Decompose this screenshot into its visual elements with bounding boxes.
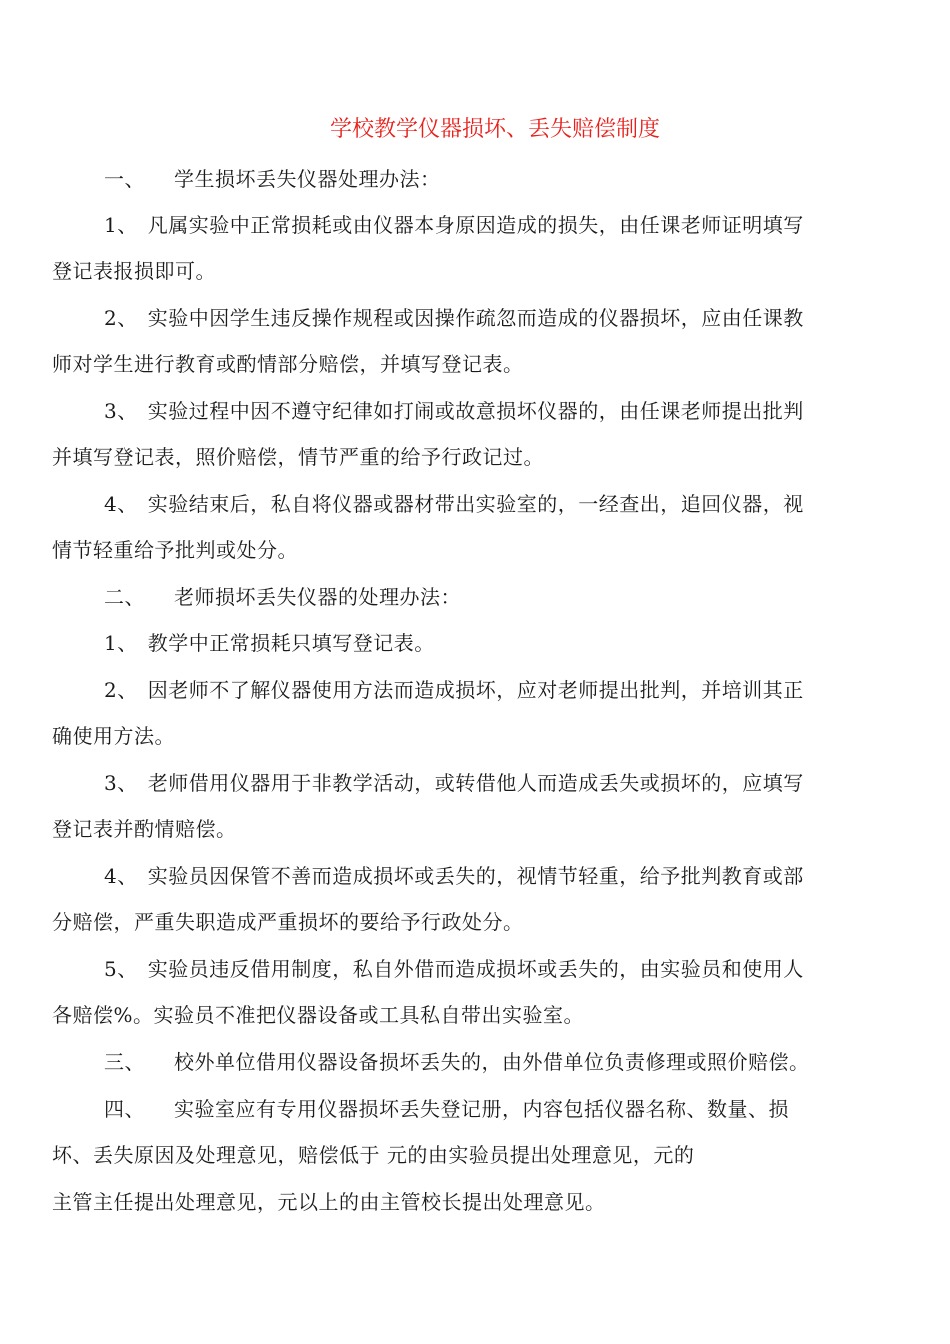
paragraph-line [104, 768, 804, 798]
paragraph-text: 教学中正常损耗只填写登记表。 [147, 631, 435, 655]
paragraph-line [104, 628, 435, 658]
item-number: 1、 [104, 213, 138, 237]
item-number: 2、 [104, 306, 138, 330]
section-number: 三、 [104, 1050, 145, 1074]
paragraph-text: 实验员违反借用制度，私自外借而造成损坏或丢失的，由实验员和使用人 [147, 957, 804, 981]
item-number: 1、 [104, 631, 138, 655]
paragraph-line: 登记表并酌情赔偿。 [52, 817, 237, 841]
paragraph-line: 各赔偿%。实验员不准把仪器设备或工具私自带出实验室。 [52, 1003, 585, 1027]
paragraph-text: 实验过程中因不遵守纪律如打闹或故意损坏仪器的，由任课老师提出批判 [147, 399, 804, 423]
paragraph-line [104, 303, 804, 333]
paragraph-line: 登记表报损即可。 [52, 259, 216, 283]
paragraph-line: 情节轻重给予批判或处分。 [52, 538, 298, 562]
item-number: 3、 [104, 771, 138, 795]
item-number: 3、 [104, 399, 138, 423]
paragraph-text: 老师借用仪器用于非教学活动，或转借他人而造成丢失或损坏的，应填写 [147, 771, 804, 795]
paragraph-line: 主管主任提出处理意见，元以上的由主管校长提出处理意见。 [52, 1190, 606, 1214]
paragraph-text: 因老师不了解仪器使用方法而造成损坏，应对老师提出批判，并培训其正 [147, 678, 804, 702]
section-title: 学生损坏丢失仪器处理办法： [174, 167, 441, 191]
paragraph-text: 实验结束后，私自将仪器或器材带出实验室的，一经查出，追回仪器，视 [147, 492, 804, 516]
paragraph-text: 实验室应有专用仪器损坏丢失登记册，内容包括仪器名称、数量、损 [174, 1097, 789, 1121]
document-title: 学校教学仪器损坏、丢失赔偿制度 [329, 117, 660, 142]
section-number: 一、 [104, 167, 145, 191]
paragraph-line: 确使用方法。 [52, 724, 175, 748]
paragraph-line [104, 210, 804, 240]
paragraph-line: 分赔偿，严重失职造成严重损坏的要给予行政处分。 [52, 910, 524, 934]
section-number: 四、 [104, 1097, 145, 1121]
section-1-heading [104, 164, 441, 194]
paragraph-line: 并填写登记表，照价赔偿，情节严重的给予行政记过。 [52, 445, 544, 469]
paragraph-line [104, 675, 804, 705]
section-title: 老师损坏丢失仪器的处理办法： [174, 585, 461, 609]
item-number: 4、 [104, 864, 138, 888]
section-2-heading [104, 582, 461, 612]
paragraph-text: 实验员因保管不善而造成损坏或丢失的，视情节轻重，给予批判教育或部 [147, 864, 804, 888]
section-3-paragraph [104, 1047, 810, 1077]
item-number: 5、 [104, 957, 138, 981]
item-number: 4、 [104, 492, 138, 516]
paragraph-text: 校外单位借用仪器设备损坏丢失的，由外借单位负责修理或照价赔偿。 [174, 1050, 810, 1074]
section-number: 二、 [104, 585, 145, 609]
paragraph-line [104, 489, 804, 519]
section-4-paragraph [104, 1094, 789, 1124]
item-number: 2、 [104, 678, 138, 702]
paragraph-line [104, 396, 804, 426]
paragraph-line [104, 861, 804, 891]
paragraph-line: 坏、丢失原因及处理意见，赔偿低于 元的由实验员提出处理意见，元的 [52, 1143, 695, 1167]
paragraph-line: 师对学生进行教育或酌情部分赔偿，并填写登记表。 [52, 352, 524, 376]
paragraph-text: 凡属实验中正常损耗或由仪器本身原因造成的损失，由任课老师证明填写 [147, 213, 804, 237]
paragraph-line [104, 954, 804, 984]
paragraph-text: 实验中因学生违反操作规程或因操作疏忽而造成的仪器损坏，应由任课教 [147, 306, 804, 330]
